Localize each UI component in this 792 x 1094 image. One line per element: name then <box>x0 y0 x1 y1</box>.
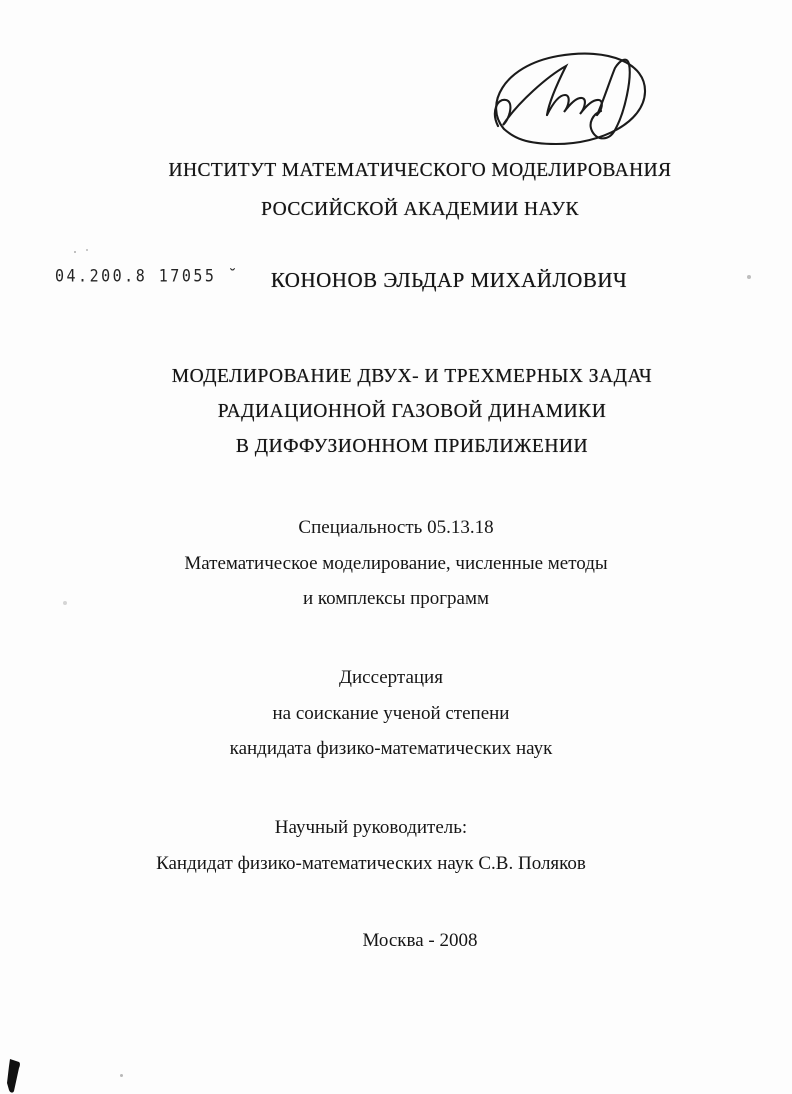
scan-speck <box>74 251 76 253</box>
title-line: РАДИАЦИОННОЙ ГАЗОВОЙ ДИНАМИКИ <box>217 401 607 422</box>
supervisor-line: Научный руководитель: <box>274 817 468 838</box>
scan-speck <box>747 275 751 279</box>
title-line: МОДЕЛИРОВАНИЕ ДВУХ- И ТРЕХМЕРНЫХ ЗАДАЧ <box>171 366 653 387</box>
specialty-line: и комплексы программ <box>302 588 490 609</box>
specialty-line: Специальность 05.13.18 <box>298 517 494 538</box>
institute-line: ИНСТИТУТ МАТЕМАТИЧЕСКОГО МОДЕЛИРОВАНИЯ <box>168 160 672 181</box>
author-name: КОНОНОВ ЭЛЬДАР МИХАЙЛОВИЧ <box>270 268 628 292</box>
specialty-section <box>0 510 792 617</box>
dissertation-title <box>16 359 792 464</box>
title-line: В ДИФФУЗИОННОМ ПРИБЛИЖЕНИИ <box>235 436 589 457</box>
scan-speck <box>63 601 67 605</box>
degree-line: Диссертация <box>339 667 443 688</box>
degree-section <box>0 660 787 767</box>
library-stamp-number: 04.200.8 17055 ˘ <box>55 266 240 287</box>
city-year: Москва - 2008 <box>362 930 478 951</box>
ink-blot-artifact <box>5 1058 25 1094</box>
supervisor-section <box>0 810 767 881</box>
signature-icon <box>460 34 664 150</box>
institute-header <box>24 151 792 229</box>
degree-line: на соискание ученой степени <box>272 702 510 724</box>
specialty-line: Математическое моделирование, численные методы <box>184 552 608 574</box>
scan-speck <box>86 249 88 251</box>
scan-speck <box>120 1074 123 1077</box>
degree-line: кандидата физико-математических наук <box>229 738 553 759</box>
institute-line: РОССИЙСКОЙ АКАДЕМИИ НАУК <box>261 199 579 220</box>
supervisor-line: Кандидат физико-математических наук С.В. Поляков <box>156 852 586 874</box>
